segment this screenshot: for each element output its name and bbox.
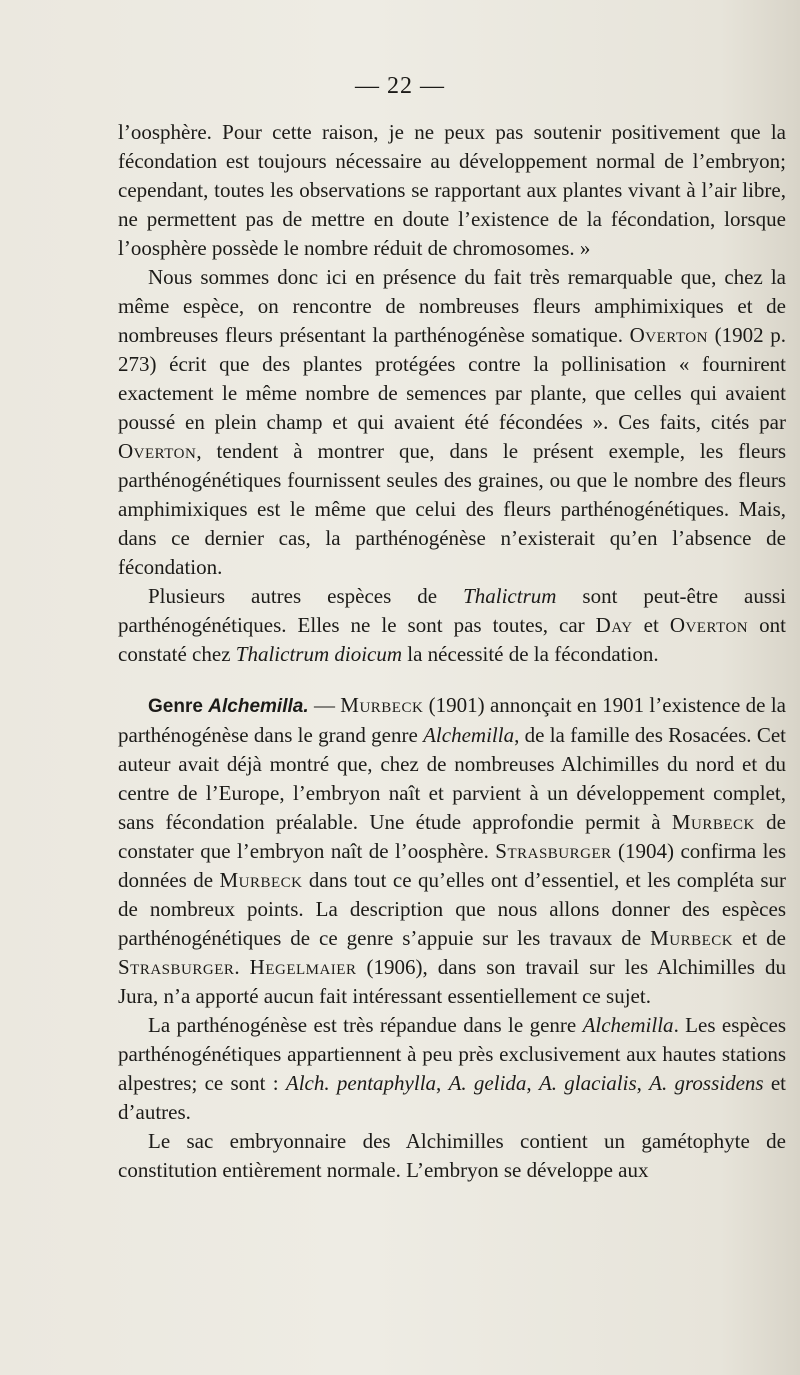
text-span: La parthénogénèse est très répandue dans le genre: [148, 1013, 583, 1037]
text-span: (1904) confirma les données de: [118, 839, 786, 892]
author-hegelmaier: Hegelmaier: [249, 955, 357, 979]
author-strasburger: Strasburger: [495, 839, 612, 863]
text-span: ,: [436, 1071, 449, 1095]
text-span: (1906), dans son travail sur les Alchimilles du Jura, n’a apporté aucun fait intéressant essentiellement ce sujet.: [118, 955, 786, 1008]
author-strasburger: Strasburger: [118, 955, 235, 979]
text-span: (1902 p. 273) écrit que des plantes protégées contre la pollinisation « fournirent exactement le même nombre de semences par plante, que celles qui avaient poussé en plein champ et qui avaient été fécondées ». Ces faits, cités par: [118, 323, 786, 434]
paragraph-genre-alchemilla: [118, 691, 786, 1011]
author-overton: Overton: [669, 613, 749, 637]
species-name: A. grossidens: [649, 1071, 764, 1095]
genus-thalictrum: Thalictrum: [463, 584, 557, 608]
text-span: , de la famille des Rosacées. Cet auteur avait déjà montré que, chez de nombreuses Alchimilles du nord et du centre de l’Europe, l’embryon naît et parvient à un développement complet, sans fécondation préalable. Une étude approfondie permit à: [118, 723, 786, 834]
text-span: .: [234, 955, 250, 979]
paragraph-thalictrum: [118, 582, 786, 669]
text-span: la nécessité de la fécondation.: [402, 642, 659, 666]
page-number: — 22 —: [355, 73, 445, 99]
paragraph-remarkable-fact: [118, 263, 786, 582]
paragraph-quote-end: l’oosphère. Pour cette raison, je ne peux pas soutenir positivement que la fécondation est toujours nécessaire au développement normal de l’embryon; cependant, toutes les observations se rapportant aux plantes vivant à l’air libre, ne permettent pas de mettre en doute l’existence de la fécondation, lorsque l’oosphère possède le nombre réduit de chromosomes. »: [118, 120, 786, 260]
text-span: dans tout ce qu’elles ont d’essentiel, et les compléta sur de nombreux points. La description que nous allons donner des espèces parthénogénétiques de ce genre s’appuie sur les travaux de: [118, 868, 786, 950]
author-murbeck: Murbeck: [650, 926, 734, 950]
text-span: sont peut-être aussi parthénogénétiques. Elles ne le sont pas toutes, car: [118, 584, 786, 637]
text-span: et: [632, 613, 670, 637]
text-span: de constater que l’embryon naît de l’oosphère.: [118, 810, 786, 863]
text-span: ont constaté chez: [118, 613, 786, 666]
paragraph-alpine-species: [118, 1011, 786, 1127]
genus-alchemilla: Alchemilla: [582, 1013, 674, 1037]
text-span: Plusieurs autres espèces de: [148, 584, 464, 608]
text-span: et de: [733, 926, 787, 950]
text-span: Nous sommes donc ici en présence du fait très remarquable que, chez la même espèce, on rencontre de nombreuses fleurs amphimixiques et de nombreuses fleurs présentant la parthénogénèse somatique.: [118, 265, 786, 347]
species-name: A. gelida: [448, 1071, 527, 1095]
species-name: Alch. pentaphylla: [285, 1071, 437, 1095]
section-heading-label: Genre: [148, 696, 209, 717]
text-span: (1901) annonçait en 1901 l’existence de la parthénogénèse dans le grand genre: [118, 693, 786, 747]
paragraph-embryo-sac: Le sac embryonnaire des Alchimilles contient un gamétophyte de constitution entièrement normale. L’embryon se développe aux: [118, 1129, 786, 1182]
author-day: Day: [595, 613, 633, 637]
author-overton: Overton: [629, 323, 708, 347]
author-murbeck: Murbeck: [671, 810, 755, 834]
author-murbeck: Murbeck: [340, 693, 424, 717]
text-span: et d’autres.: [118, 1071, 787, 1124]
genus-alchemilla: Alchemilla: [423, 723, 515, 747]
text-span: , tendent à montrer que, dans le présent exemple, les fleurs parthénogénétiques fournissent seules des graines, ou que le nombre des fleurs amphimixiques est le même que celui des fleurs parthénogénétiques. Mais, dans ce dernier cas, la parthénogénèse n’existerait qu’en l’absence de fécondation.: [118, 439, 786, 579]
body-text: [118, 118, 786, 1185]
text-span: ,: [636, 1071, 650, 1095]
text-span: —: [308, 693, 341, 717]
species-thalictrum-dioicum: Thalictrum dioicum: [235, 642, 403, 666]
text-span: . Les espèces parthénogénétiques appartiennent à peu près exclusivement aux hautes stations alpestres; ce sont :: [118, 1013, 786, 1095]
author-overton: Overton: [118, 439, 197, 463]
species-name: A. glacialis: [538, 1071, 637, 1095]
text-span: ,: [526, 1071, 539, 1095]
author-murbeck: Murbeck: [219, 868, 303, 892]
section-heading-genus: Alchemilla.: [208, 696, 309, 717]
